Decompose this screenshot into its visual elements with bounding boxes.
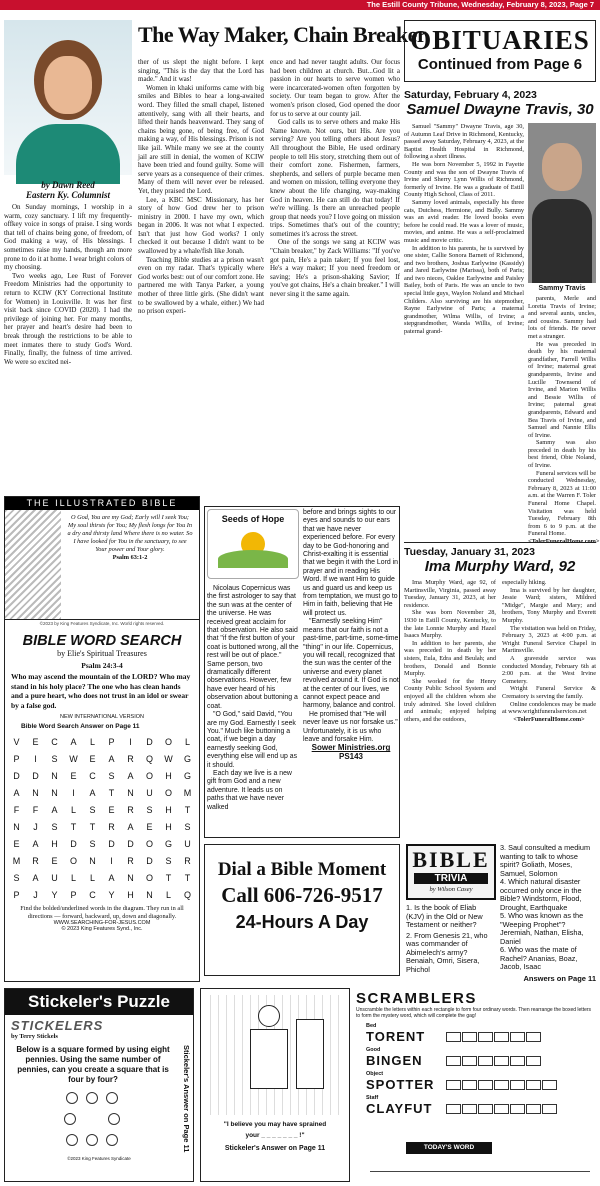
answer-box[interactable]	[462, 1080, 477, 1090]
word-search-row	[7, 818, 197, 835]
answer-box[interactable]	[462, 1104, 477, 1114]
author-photo	[4, 20, 132, 175]
word-search-cell: L	[89, 736, 95, 747]
todays-word-blanks	[370, 1160, 590, 1172]
word-search-cell: T	[165, 872, 172, 883]
scrambler-letters: SPOTTER	[366, 1077, 435, 1092]
cartoon-caption: "I believe you may have sprained	[223, 1121, 327, 1128]
word-search-cell: A	[127, 770, 134, 781]
word-search-cell: R	[184, 855, 191, 866]
word-search-cell: S	[184, 821, 191, 832]
word-search-cell: H	[51, 838, 58, 849]
obit-photo	[528, 123, 596, 283]
word-search-cell: U	[184, 838, 191, 849]
stickeler-copyright: ©2023 King Features Syndicate	[67, 1156, 131, 1161]
word-search-cell: R	[32, 855, 39, 866]
trivia-byline: by Wilson Casey	[429, 886, 473, 893]
word-search-cell: R	[127, 855, 134, 866]
scramblers	[356, 990, 596, 1182]
column-article	[4, 20, 427, 490]
word-search-cell: U	[146, 787, 153, 798]
word-search-grid	[7, 733, 197, 903]
column-col3: ence and had never taught adults. Our focus had been children at church. But...God lit a passion in our hearts to serve women who were incarcerated-women often forgotten by society. Our team began to grow. After the women's prison closed, God opened the door for us to serve at our county jail. God calls us to serve others and make His Name known. Not ours, but His. Are you serving? Are you telling others about Jesus? All throughout the Bible, He used ordinary people to tell His story, stretching them out of their comfort zone. Fishermen, farmers, shepherds, and sellers of purple became men and women on mission, telling everyone they knew about the life changing, way-making God in heaven. He can still do that today! If we're willing. Is there an unreached people group that needs you? I love going on mission trips. Sometimes that's out of the country; sometimes it's across the street. One of the songs we sang at KCIW was "Chain breaker," by Zack Williams: "If you've got pain, He's a pain taker; If you feel lost, He's a way maker; If you need freedom or saving; He's a prison-shaking Savior; If you've got chains, He's a chain breaker." I will never sing it the same again.	[270, 58, 400, 299]
scrambler-word	[366, 1047, 596, 1068]
word-search-cell: T	[108, 787, 115, 798]
stickeler-text: Below is a square formed by using eight pennies. Using the same number of pennies, can you create a square that is four by four?	[16, 1045, 170, 1084]
word-search-instructions: Find the bolded/underlined words in the diagram. They run in all directions — forward, backward, up, down and diagonally.	[20, 905, 184, 920]
word-search-cell: W	[164, 753, 173, 764]
scrambler-hint: Bed	[366, 1023, 377, 1029]
answer-box[interactable]	[510, 1080, 525, 1090]
word-search-cell: R	[127, 753, 134, 764]
word-search-cell: P	[13, 753, 20, 764]
word-search-psalm: Psalm 24:3-4	[81, 661, 123, 670]
scrambler-letters: TORENT	[366, 1029, 426, 1044]
word-search-cell: O	[164, 787, 172, 798]
dial-a-bible-moment	[204, 844, 400, 976]
word-search-cell: E	[89, 753, 96, 764]
word-search-cell: C	[89, 770, 96, 781]
word-search-cell: Y	[51, 889, 58, 900]
word-search-cell: I	[72, 787, 75, 798]
answer-box[interactable]	[446, 1080, 461, 1090]
word-search-cell: H	[165, 770, 172, 781]
word-search-title: BIBLE WORD SEARCH	[22, 633, 182, 649]
word-search-cell: M	[12, 855, 21, 866]
scramblers-instructions: Unscramble the letters within each rectangle to form four ordinary words. Then rearrange the boxed letters to form the mystery word, which will complete the gag!	[356, 1007, 592, 1019]
trivia-answers-note: Answers on Page 11	[523, 974, 596, 983]
word-search-cell: M	[183, 787, 192, 798]
answer-box[interactable]	[526, 1032, 541, 1042]
word-search-cell: L	[184, 736, 190, 747]
word-search-url: WWW.SEARCHING-FOR-JESUS.COM	[53, 920, 151, 926]
word-search-cell: N	[51, 787, 58, 798]
scrambler-hint: Object	[366, 1071, 384, 1077]
obit-name: Samuel Dwayne Travis, 30	[406, 101, 594, 118]
stickeler-byline: by Terry Stickels	[11, 1033, 58, 1040]
word-search-row	[7, 886, 197, 903]
word-search-subtitle: by Elie's Spiritual Treasures	[57, 649, 147, 658]
word-search-cell: A	[70, 736, 77, 747]
word-search-cell: S	[13, 872, 20, 883]
obituaries-banner	[404, 20, 596, 82]
word-search-cell: G	[183, 770, 191, 781]
word-search-row	[7, 784, 197, 801]
answer-box[interactable]	[446, 1104, 461, 1114]
obit-date: Tuesday, January 31, 2023	[404, 546, 535, 558]
word-search-cell: N	[127, 872, 134, 883]
word-search-verse: Who may ascend the mountain of the LORD? Who may stand in his holy place? The one who has clean hands and a pure heart, who does not trust in an idol or swear by a false god.	[11, 672, 191, 710]
word-search-cell: S	[51, 821, 58, 832]
word-search-cell: D	[146, 855, 153, 866]
word-search-cell: D	[127, 838, 134, 849]
illustrated-bible-panel	[5, 510, 199, 620]
word-search-cell: O	[145, 770, 153, 781]
word-search-row	[7, 869, 197, 886]
scrambler-word	[366, 1023, 596, 1044]
word-search-cell: D	[13, 770, 20, 781]
bible-trivia	[404, 842, 596, 984]
word-search-cell: T	[70, 821, 77, 832]
illustrated-copyright: ©2023 by King Features Syndicate, Inc. World rights reserved.	[39, 621, 165, 626]
cartoon	[200, 988, 350, 1182]
word-search-cell: N	[51, 770, 58, 781]
obit-ward-right: especially hiking. Ima is survived by her daughter, Jessie Ward; sisters, Mildred "Midge", Margie and Mary; and brothers, Tony Murphy and Everett Murphy. The visitation was held on Friday, February 3, 2023 at 4:00 p.m. at Wright Funeral Service Chapel in Martinsville. A graveside service was conducted Monday, February 6th at 2:00 p.m. at the West Irvine Cemetery. Wright Funeral Service & Crematory is serving the family. Online condolences may be made at www.wrightfuneralservices.net <TolerFuneralHome.com>	[502, 579, 596, 723]
obituaries-title: OBITUARIES	[410, 25, 590, 55]
word-search-cell: S	[89, 804, 96, 815]
trivia-questions-right: 3. Saul consulted a medium wanting to talk to whose spirit? Goliath, Moses, Samuel, Solomon 4. Which natural disaster occurred only once in the Bible? Windstorm, Flood, Drought, Earthquake 5. Who was known as the "Weeping Prophet"? Jeremiah, Nathan, Elisha, Daniel 6. Who was the mate of Rachel? Ananias, Boaz, Jacob, Isaac	[500, 843, 591, 971]
dial-phone: Call 606-726-9517	[221, 883, 383, 907]
answer-box[interactable]	[526, 1104, 541, 1114]
word-search-cell: F	[32, 804, 39, 815]
word-search-cell: R	[108, 821, 115, 832]
illustrated-ref: Psalm 63:1-2	[112, 554, 148, 561]
word-search-cell: N	[127, 787, 134, 798]
seeds-right: before and brings sights to our eyes and sounds to our ears that we have never experienced before. For every day to be God-honoring and Christ-exalting it is essential that we begin it with the Lord in prayer and in reading His Word. If we want Him to guide us and guard us and keep us from temptation, we must go to Him in faith, believing that He will protect us. "Earnestly seeking Him" means that our faith is not a past-time, part-time, some-time "thing" in our life. Copernicus, you will recall, recognized that the sun was the center of the universe and every planet revolved around it. If God is not at the center of our lives, we cannot expect peace and harmony, balance and control. He promised that "He will never leave us nor forsake us." Unfortunately, it is us who leave and forsake Him. Sower Ministries.org PS143	[303, 509, 399, 761]
bible-feature	[4, 496, 200, 982]
word-search-cell: G	[164, 838, 172, 849]
word-search-cell: P	[108, 736, 115, 747]
word-search-cell: V	[13, 736, 20, 747]
article-title: The Way Maker, Chain Breaker	[138, 22, 427, 47]
scrambler-hint: Staff	[366, 1095, 379, 1101]
stickelers-puzzle	[4, 988, 194, 1182]
word-search-cell: N	[146, 889, 153, 900]
hill-icon	[218, 550, 288, 568]
word-search-version: NEW INTERNATIONAL VERSION	[59, 714, 145, 720]
trivia-questions-left: 1. Is the book of Eliab (KJV) in the Old or New Testament or neither? 2. From Genesis 21, who was commander of Abimelech's army? Benaiah, Omri, Sisera, Phichol	[406, 903, 488, 974]
obit-travis-right: parents, Merle and Loretta Travis of Irvine; and several aunts, uncles, and cousins. Sammy had lots of friends. He never met a stranger. He was preceded in death by his maternal grandfather, Farrell Willis of Irvine; maternal great grandparents, Irvine and Lucille Townsend of Irvine, and Marion Willis and Bessie Willis of Irvine; paternal great grandparents, Edward and Bea Travis of Irvine, and Samuel and Nannie Ellis of Irvine. Sammy was also preceded in death by his best friend, Obie Noland, of Irvine. Funeral services will be conducted Wednesday, February 8, 2023 at 11:00 a.m. at the Warren F. Toler Funeral Home Chapel. Visitation was held Tuesday, February 8th from 6 to 9 p.m. at the Funeral Home. <TolerFuneralHome.com>	[528, 295, 600, 545]
word-search-cell: A	[108, 753, 115, 764]
obit-travis	[404, 89, 600, 545]
word-search-cell: A	[13, 787, 20, 798]
word-search-cell: D	[146, 736, 153, 747]
obit-name: Ima Murphy Ward, 92	[424, 558, 576, 575]
obit-date: Saturday, February 4, 2023	[404, 89, 537, 101]
word-search-row	[7, 801, 197, 818]
answer-box[interactable]	[526, 1080, 541, 1090]
word-search-cell: I	[129, 736, 132, 747]
shirt-shape	[16, 124, 120, 184]
answer-box[interactable]	[462, 1032, 477, 1042]
cartoon-caption-blank: your _ _ _ _ _ _ _ !"	[245, 1132, 305, 1139]
word-search-cell: S	[108, 770, 115, 781]
answer-box[interactable]	[494, 1104, 509, 1114]
word-search-cell: E	[32, 736, 39, 747]
todays-word-label: TODAY'S WORD	[406, 1142, 492, 1154]
word-search-cell: O	[145, 838, 153, 849]
word-search-cell: C	[51, 736, 58, 747]
column-col2: ther of us slept the night before. I kept singing, "This is the day that the Lord has made." And it was! Women in khaki uniforms came with big smiles and Bibles to hear a long-awaited word. They filled the small chapel, listened attentively, sang with all their hearts, and lifted their hands heavenward. They sang of chains being gone, of being free, of God making a way, of His blessings. Prison is not like jail. While many we see at the county jail are still in denial, the women of KCIW have been tried and found guilty. Some will serve years as a consequence of their crimes. Many of them will never ever be released. Yet, they praised the Lord. Lee, a KBC MSC Missionary, has her story of how God drew her to prison ministry in 2000. I have my own, which began in 2006. It was not what I expected. Isn't that just how God works? I only checked it out because I didn't want to be swallowed by a whale/fish like Jonah. Teaching Bible studies at a prison wasn't even on my radar. That's typically where God works best: out of our comfort zone. He partnered me with Tanya Parker, a young mother of three little girls. (She didn't want to be swallowed by a whale, either.) We had no prison experi-	[138, 58, 264, 316]
illustrated-bible-title: THE ILLUSTRATED BIBLE	[5, 497, 199, 510]
word-search-cell: S	[165, 855, 172, 866]
seeds-left: Nicolaus Copernicus was the first astrologer to say that the sun was at the center of the universe. He was received great acclaim for that observation. He also said that "if the first button of your coat is buttoned wrong, all the rest will be out of place." Same person, two dramatically different observations. However, few have ever heard of his observation about buttoning a coat. "O God," said David, "You are my God. Earnestly I seek You." Much like buttoning a coat, if we begin a day earnestly seeking God, everything else will end up as it should. Each day we live is a new gift from God and a new adventure. It leads us on paths that we have never walked	[207, 585, 299, 811]
seeds-logo	[207, 509, 299, 579]
answer-box[interactable]	[526, 1056, 541, 1066]
word-search-cell: I	[110, 855, 113, 866]
word-search-cell: H	[165, 804, 172, 815]
word-search-cell: T	[184, 872, 191, 883]
answer-box[interactable]	[494, 1056, 509, 1066]
word-search-cell: D	[108, 838, 115, 849]
obit-ward	[404, 542, 596, 836]
word-search-copyright: © 2023 King Features Synd., Inc.	[61, 926, 143, 932]
scramblers-words	[356, 1023, 596, 1116]
word-search-cell: A	[51, 804, 58, 815]
word-search-cell: A	[32, 872, 39, 883]
word-search-row	[7, 767, 197, 784]
cartoon-answer-note: Stickeler's Answer on Page 11	[224, 1145, 326, 1152]
word-search-row	[7, 733, 197, 750]
column-col1: On Sunday mornings, I worship in a warm, cozy sanctuary. I lift my frequently-offkey voice in songs of praise. I sing words that tell of chains being gone, of freedom, of God making a way, of His blessings. I sometimes raise my hands, though am more prone to do it at home. I wear bright colors of my choosing. Two weeks ago, Lee Rust of Forever Freedom Ministries had the opportunity to return to KCIW (KY Correctional Institute for Women) in Louisville. It was her first visit back since COVID (2020). I had the privilege of joining her. For many months, her prayer and heart's desire had been to break through the restrictions to be able to meet inmates there to study God's Word. Finally, finally, the fulness of time arrived. We were so excited nei-	[4, 203, 132, 366]
stickeler-header: Stickeler's Puzzle	[5, 989, 193, 1015]
scrambler-word	[366, 1071, 596, 1092]
word-search-cell: P	[13, 889, 20, 900]
stickeler-logo: STICKELERS	[11, 1018, 104, 1033]
scramblers-title: SCRAMBLERS	[356, 990, 477, 1007]
answer-box[interactable]	[478, 1080, 493, 1090]
trivia-logo: BIBLE TRIVIA by Wilson Casey	[406, 844, 496, 900]
word-search-cell: O	[145, 872, 153, 883]
answer-box[interactable]	[446, 1056, 461, 1066]
illustration	[5, 510, 61, 619]
word-search-cell: R	[127, 804, 134, 815]
word-search-cell: S	[146, 804, 153, 815]
scrambler-hint: Good	[366, 1047, 381, 1053]
word-search-cell: D	[32, 770, 39, 781]
word-search-cell: L	[70, 872, 76, 883]
word-search-cell: H	[127, 889, 134, 900]
word-search-cell: A	[127, 821, 134, 832]
answer-box[interactable]	[478, 1032, 493, 1042]
word-search-cell: U	[51, 872, 58, 883]
answer-box[interactable]	[462, 1056, 477, 1066]
word-search-cell: W	[69, 753, 78, 764]
answer-box[interactable]	[510, 1056, 525, 1066]
word-search-cell: T	[184, 804, 191, 815]
word-search-cell: H	[165, 821, 172, 832]
dial-line1: Dial a Bible Moment	[217, 859, 387, 880]
word-search-cell: E	[13, 838, 20, 849]
word-search-cell: S	[89, 838, 96, 849]
answer-box[interactable]	[478, 1104, 493, 1114]
word-search-cell: O	[69, 855, 77, 866]
obit-travis-left: Samuel "Sammy" Dwayne Travis, age 30, of Autumn Leaf Drive in Richmond, Kentucky, passed away Saturday, February 4, 2023, at the Baptist Health Hospital in Richmond, following a short illness. He was born November 5, 1992 in Fayette County and was the son of Dwayne Travis of Irvine and Sherry Lynn Willis of Richmond, formerly of Irvine. He was a graduate of Estill County High School, Class of 2011. Sammy loved animals, especially his three cats, Dutchess, Hermione, and Bully. Sammy was an avid reader. He loved books even before he could read. He was a lover of music, movies, and anime. He was a self-proclaimed music and movie critic. In addition to his parents, he is survived by one sister, Callie Sonora Barnett of Richmond, and two brothers, Joshua Earlywine (Kassidy) and Jared Earlywine (Marissa), both of Paris; and two nieces, Oaklee Earlywine and Paisley Bailey, both of Paris. He was an uncle to two special little guys, Waylon Noland and Michael Childers. Also surviving are his stepmother, Rayne Earlywine of Paris; a maternal grandmother, Wilma Willis, of Irvine; a stepgrandmother, Wanda Willis, of Irvine; paternal grand-	[404, 123, 524, 336]
face-shape	[44, 56, 92, 114]
pennies	[5, 1090, 193, 1153]
word-search-cell: J	[33, 821, 38, 832]
word-search-cell: E	[70, 770, 77, 781]
word-search-cell: A	[32, 838, 39, 849]
word-search-cell: A	[89, 787, 96, 798]
dial-line3: 24-Hours A Day	[235, 912, 369, 932]
stickeler-side-answer: Stickeler's Answer on Page 11	[182, 1045, 191, 1153]
word-search-cell: Q	[183, 889, 191, 900]
obituaries-continued: Continued from Page 6	[417, 56, 583, 73]
word-search-cell: L	[89, 872, 95, 883]
word-search-cell: Q	[145, 753, 153, 764]
answer-box[interactable]	[446, 1032, 461, 1042]
answer-box[interactable]	[478, 1056, 493, 1066]
word-search-cell: S	[51, 753, 58, 764]
byline: by Dawn Reed Eastern Ky. Columnist	[26, 180, 110, 200]
seeds-link[interactable]: Sower Ministries.org	[311, 743, 391, 753]
word-search-cell: E	[146, 821, 153, 832]
word-search-cell: L	[70, 804, 76, 815]
answer-box[interactable]	[494, 1032, 509, 1042]
word-search-answer-note: Bible Word Search Answer on Page 11	[21, 723, 140, 730]
illustrated-verse: O God, You are my God; Early will I seek You; My soul thirsts for You; My flesh longs for You In a dry and thirsty land Where there is no water. So I have looked for You in the sanctuary, to see Your power and Your glory.	[67, 514, 193, 553]
word-search-cell: I	[34, 753, 37, 764]
seeds-of-hope	[204, 506, 400, 838]
word-search-cell: N	[32, 787, 39, 798]
word-search-cell: D	[70, 838, 77, 849]
word-search-cell: T	[89, 821, 96, 832]
scrambler-word	[366, 1095, 596, 1116]
word-search-cell: G	[183, 753, 191, 764]
scrambler-letters: BINGEN	[366, 1053, 423, 1068]
word-search-cell: A	[108, 872, 115, 883]
word-search-cell: N	[13, 821, 20, 832]
word-search-cell: J	[33, 889, 38, 900]
word-search-row	[7, 750, 197, 767]
page-header: The Estill County Tribune, Wednesday, February 8, 2023, Page 7	[0, 0, 600, 10]
answer-box[interactable]	[542, 1104, 557, 1114]
word-search-cell: O	[164, 736, 172, 747]
word-search-cell: E	[51, 855, 58, 866]
word-search-cell: C	[89, 889, 96, 900]
word-search-cell: Y	[108, 889, 115, 900]
answer-box[interactable]	[510, 1032, 525, 1042]
word-search-row	[7, 835, 197, 852]
word-search-cell: N	[89, 855, 96, 866]
seeds-title: Seeds of Hope	[221, 514, 285, 524]
answer-box[interactable]	[510, 1104, 525, 1114]
obit-photo-caption: Sammy Travis	[538, 285, 586, 292]
word-search-cell: L	[165, 889, 171, 900]
word-search-cell: E	[108, 804, 115, 815]
word-search-row	[7, 852, 197, 869]
answer-box[interactable]	[494, 1080, 509, 1090]
obit-ward-left: Ima Murphy Ward, age 92, of Martinsville, Virginia, passed away Tuesday, January 31, 2023, at her residence. She was born November 28, 1930 in Estill County, Kentucky, to the late Lonnie Murphy and Hazel Isaacs Murphy. In addition to her parents, she was preceded in death by her sisters, Eula, Edra and Beulah; and brothers, Donald and Bonnie Murphy. She worked for the Henry County Public School System and enjoyed all the children whom she truly admired. She loved children and animals; enjoyed helping others, and the outdoors,	[404, 579, 496, 723]
cartoon-drawing	[210, 995, 340, 1115]
answer-box[interactable]	[542, 1080, 557, 1090]
word-search-cell: P	[70, 889, 77, 900]
scrambler-letters: CLAYFUT	[366, 1101, 433, 1116]
word-search-cell: F	[13, 804, 20, 815]
